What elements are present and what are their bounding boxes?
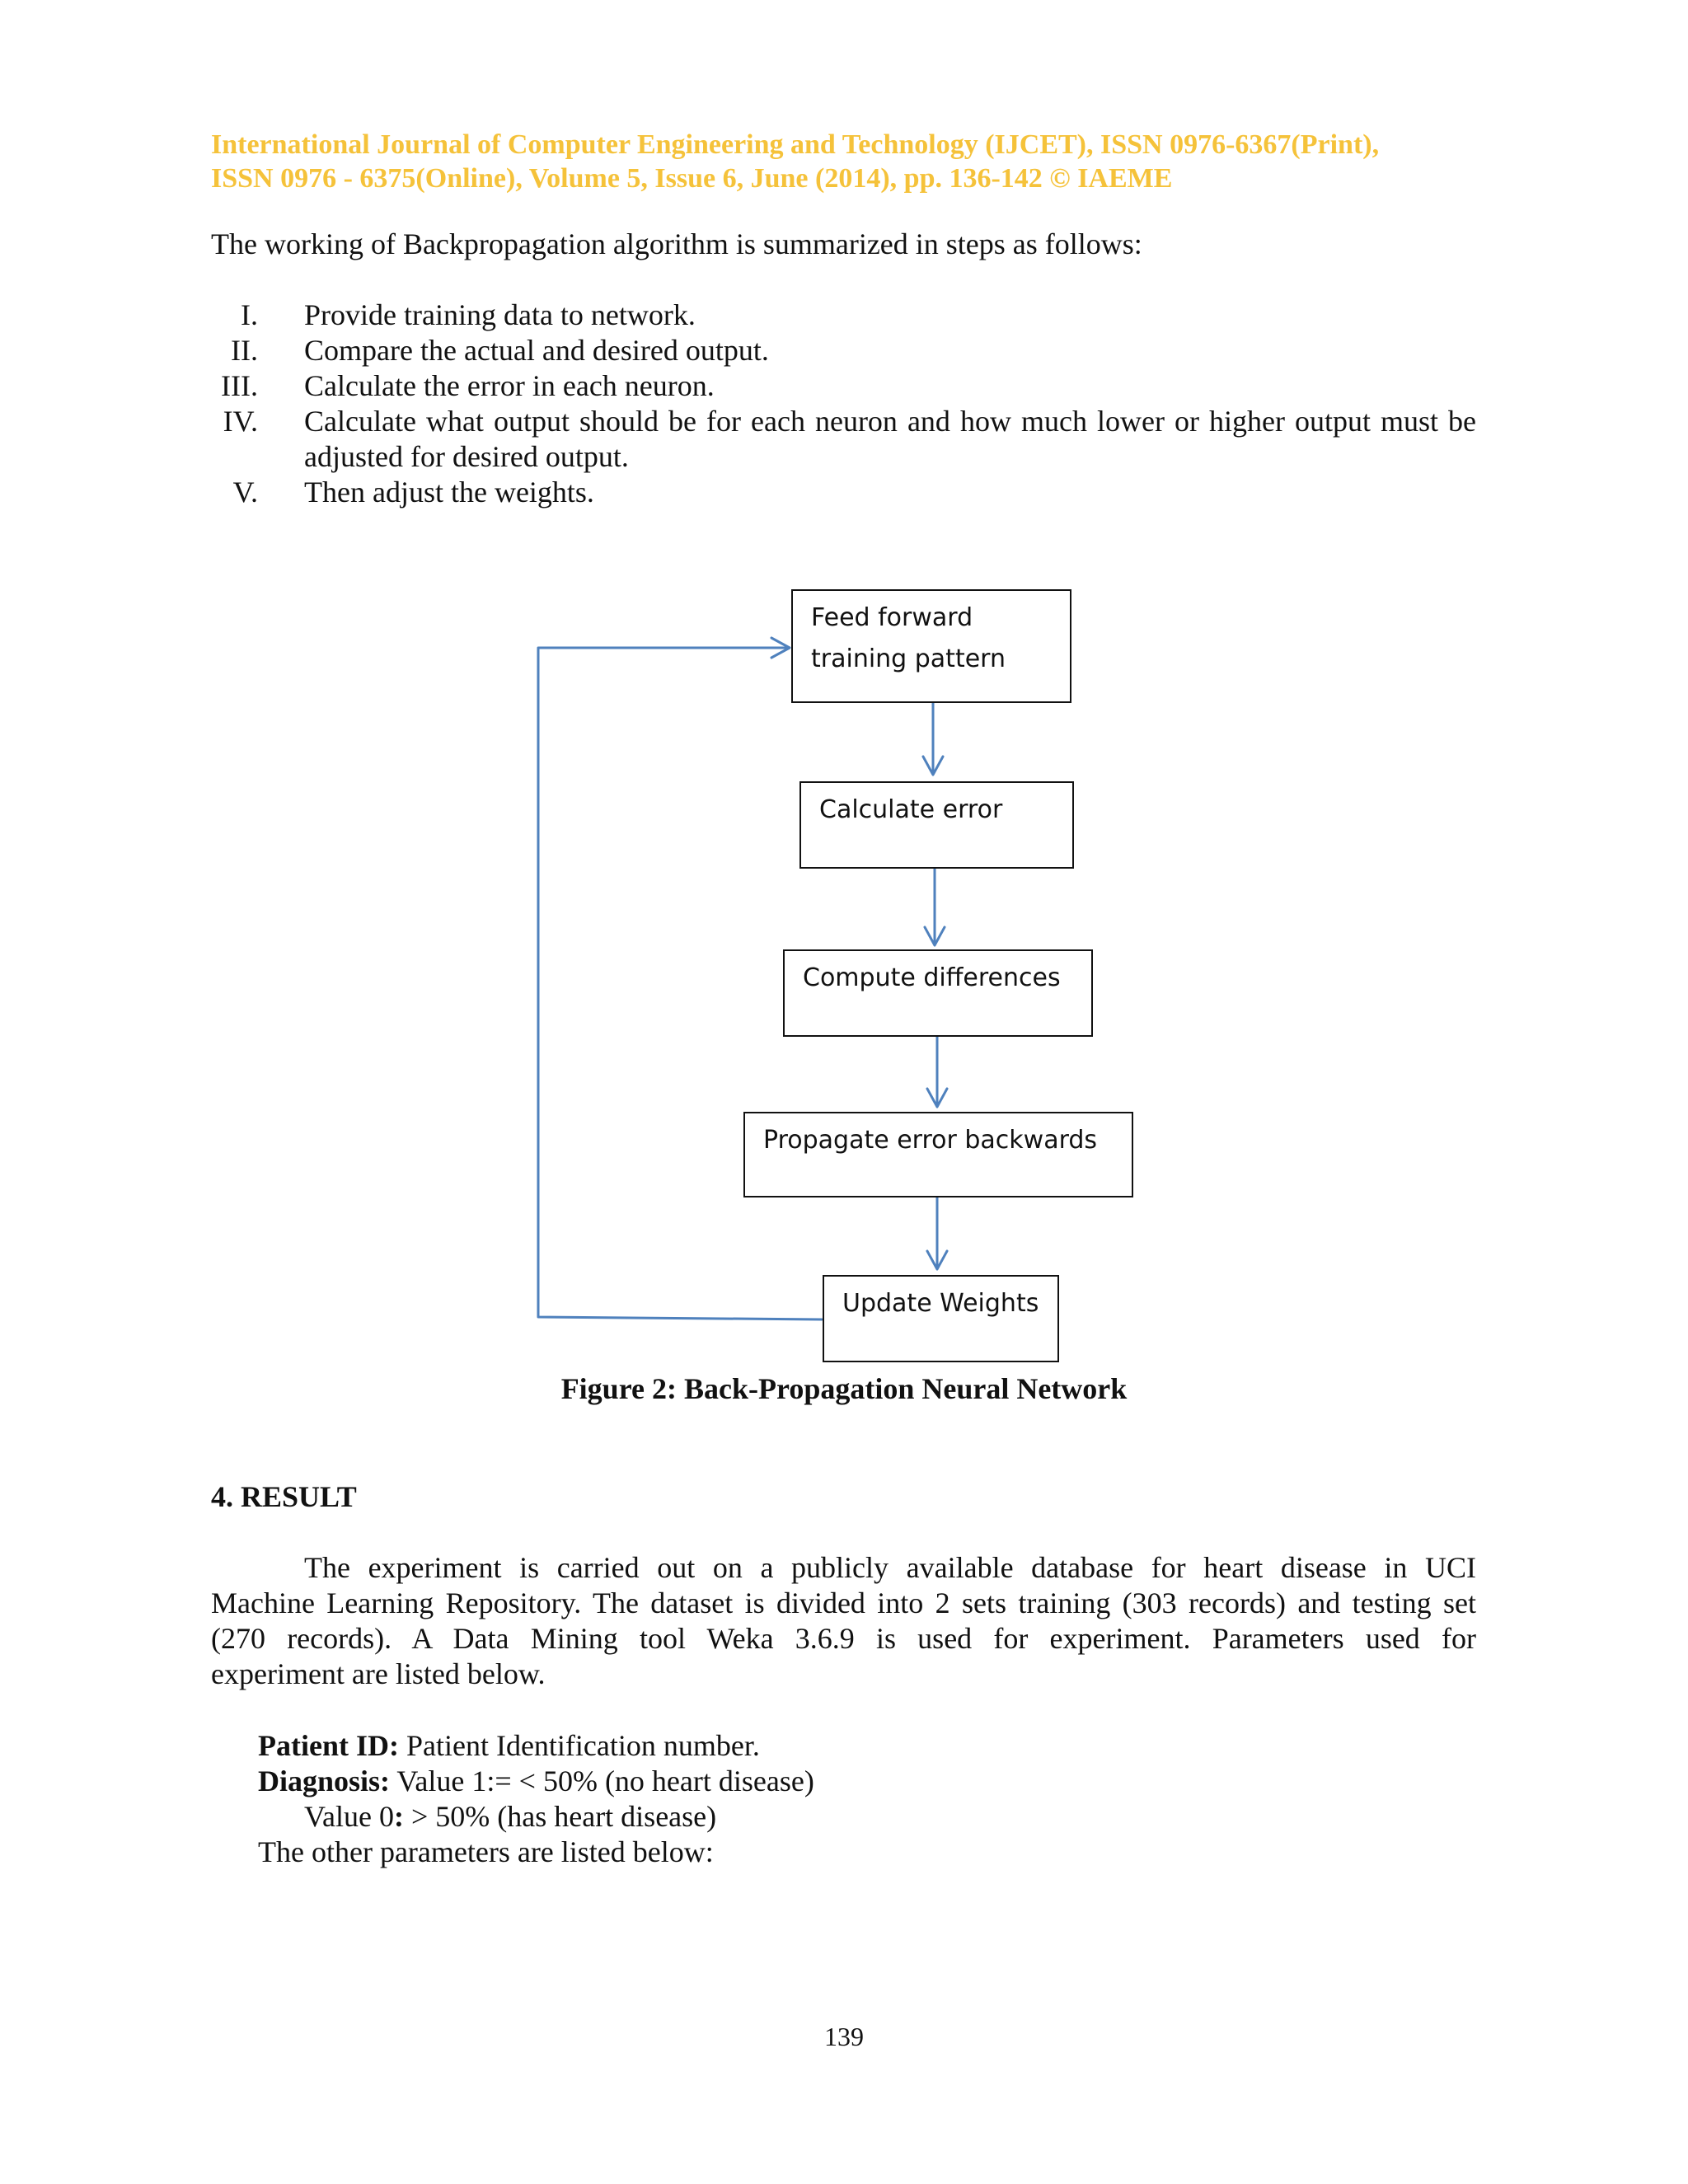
- arrowhead-feedback: [771, 638, 790, 658]
- paragraph-line: The experiment is carried out on a publicly available database for heart disease in UCI: [304, 1551, 1476, 1584]
- paragraph-line: (270 records). A Data Mining tool Weka 3.6.9 is used for experiment. Parameters used for: [211, 1622, 1476, 1655]
- result-paragraph: [211, 1550, 1476, 1692]
- step-number: II.: [231, 334, 258, 367]
- section-title: 4. RESULT: [211, 1480, 357, 1513]
- box-propagate-error: [743, 1112, 1133, 1197]
- step-text: Then adjust the weights.: [304, 476, 594, 509]
- journal-header-line-2: ISSN 0976 - 6375(Online), Volume 5, Issue 6, June (2014), pp. 136-142 © IAEME: [211, 163, 1173, 194]
- journal-header: [211, 128, 1480, 195]
- box-compute-differences: [783, 949, 1093, 1037]
- parameter-label: Diagnosis:: [258, 1765, 391, 1797]
- box-compute-differences-label: Compute differences: [803, 963, 1061, 992]
- box-update-weights: [823, 1275, 1059, 1362]
- arrowhead-compute-to-propagate: [927, 1089, 947, 1107]
- box-feed-forward-line-1: Feed forward: [811, 603, 973, 632]
- step-number: IV.: [223, 405, 258, 438]
- journal-header-line-1: International Journal of Computer Engineering and Technology (IJCET), ISSN 0976-6367(Print),: [211, 129, 1380, 160]
- parameter-text: Value 1:= < 50% (no heart disease): [390, 1765, 814, 1797]
- parameter-patient-id: [258, 1728, 814, 1764]
- figure-caption: Figure 2: Back-Propagation Neural Network: [560, 1372, 1128, 1405]
- box-calculate-error: [799, 781, 1074, 869]
- parameter-diagnosis: [258, 1764, 814, 1799]
- paragraph-line: experiment are listed below.: [211, 1657, 546, 1690]
- parameter-other: The other parameters are listed below:: [258, 1835, 714, 1868]
- box-update-weights-label: Update Weights: [842, 1289, 1039, 1318]
- box-feed-forward: [791, 589, 1071, 703]
- step-item: [211, 475, 1476, 510]
- step-text: Calculate what output should be for each neuron and how much lower or higher output must be adjusted for desired output.: [304, 405, 1476, 473]
- arrowhead-propagate-to-update: [927, 1251, 947, 1269]
- paragraph-line: Machine Learning Repository. The dataset is divided into 2 sets training (303 records) and testing set: [211, 1586, 1476, 1619]
- step-number: V.: [232, 476, 258, 509]
- step-item: [211, 333, 1476, 368]
- step-item: [211, 404, 1476, 475]
- intro-text: The working of Backpropagation algorithm is summarized in steps as follows:: [211, 227, 1142, 260]
- arrowhead-calculate-to-compute: [925, 927, 945, 945]
- box-propagate-error-label: Propagate error backwards: [763, 1126, 1098, 1155]
- step-number: I.: [241, 298, 258, 331]
- parameter-text: > 50% (has heart disease): [403, 1800, 717, 1833]
- feedback-loop-line: [538, 648, 822, 1319]
- parameter-prefix: Value 0: [304, 1800, 394, 1833]
- step-item: [211, 298, 1476, 333]
- arrowhead-feed-to-calculate: [923, 757, 943, 775]
- box-feed-forward-line-2: training pattern: [811, 644, 1006, 673]
- step-text: Compare the actual and desired output.: [304, 334, 769, 367]
- step-number: III.: [221, 369, 258, 402]
- parameters-list: [258, 1728, 814, 1870]
- step-item: [211, 368, 1476, 404]
- parameter-value-0: [258, 1799, 814, 1835]
- parameter-label: Patient ID:: [258, 1729, 399, 1762]
- parameter-text: Patient Identification number.: [398, 1729, 760, 1762]
- steps-list: [211, 298, 1476, 510]
- step-text: Calculate the error in each neuron.: [304, 369, 715, 402]
- box-calculate-error-label: Calculate error: [819, 795, 1003, 824]
- page-number: 139: [824, 2022, 864, 2051]
- parameter-colon: :: [393, 1800, 404, 1833]
- step-text: Provide training data to network.: [304, 298, 696, 331]
